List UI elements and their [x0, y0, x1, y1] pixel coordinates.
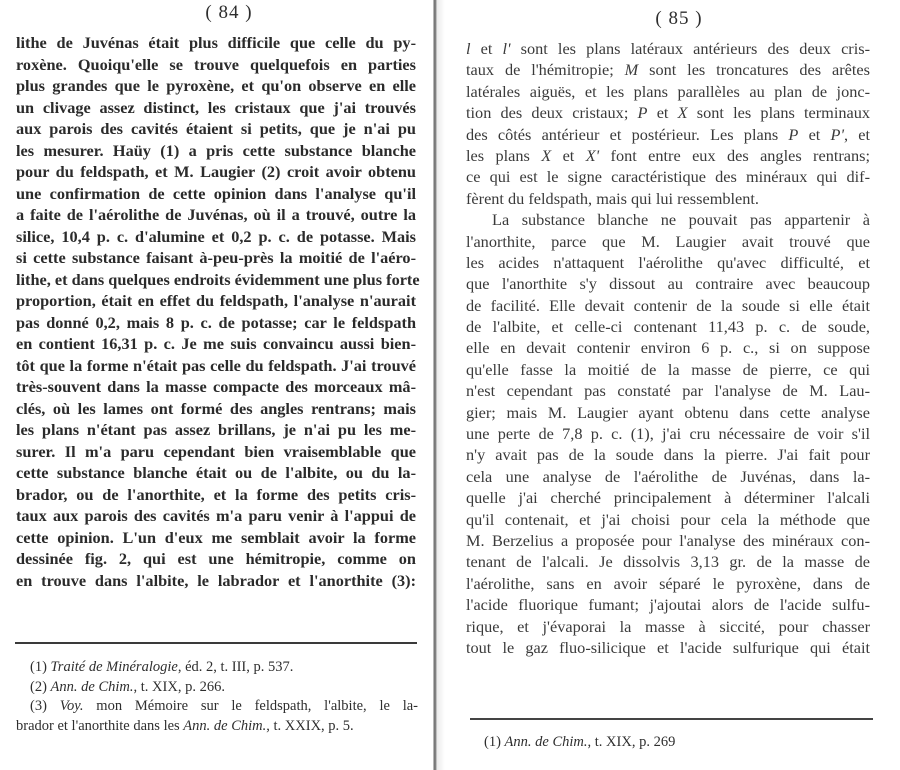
text-run: cela une analyse de l'aérolithe de Juvénas, dans la- [466, 466, 870, 486]
page-number: ( 84 ) [205, 2, 253, 23]
text-line [466, 402, 870, 423]
text-run: n'y avait pas de la soude dans la pierre. J'ai fait pour [466, 445, 870, 465]
footnote-text: , t. XXIX, p. 5. [266, 717, 354, 734]
symbol: P' [830, 124, 844, 144]
text-line [466, 637, 870, 658]
text-line [466, 59, 870, 80]
text-line [466, 616, 870, 637]
text-line [466, 124, 870, 145]
text-line: roxène. Quoiqu'elle se trouve quelquefois en parties [16, 54, 416, 74]
symbol: l' [502, 39, 511, 58]
footnote-title: Ann. de Chim. [504, 734, 588, 750]
footnote-text: , t. XIX, p. 269 [587, 734, 676, 750]
body-text [16, 32, 420, 591]
text-line: a faite de l'aérolithe de Juvénas, où il a trouvé, outre la [16, 205, 416, 224]
text-run: latérales aiguës, et les plans parallèles au plan de jonc- [466, 81, 870, 101]
text-run: fèrent du feldspath, mais qui lui ressemblent. [466, 188, 759, 208]
footnote-text: , t. XIX, p. 266. [133, 678, 225, 695]
text-run: sont les plans latéraux antérieurs des deux cris- [510, 39, 870, 58]
footnote-mark: (1) [30, 659, 47, 675]
footnotes [470, 733, 873, 753]
footnote [16, 678, 418, 698]
symbol: X [677, 103, 688, 123]
text-line: les mesurer. Haüy (1) a pris cette substance blanche [16, 140, 416, 160]
symbol: X' [585, 145, 600, 165]
text-line: cette substance blanche était ou de l'albite, ou du la- [16, 463, 416, 482]
text-run: qu'elle fasse la moitié de la masse de pierre, ce qui [466, 359, 870, 379]
text-line [466, 551, 870, 572]
symbol: P [637, 103, 648, 123]
text-line: lithe, et dans quelques endroits évidemment une plus forte [16, 269, 420, 289]
text-line [466, 209, 870, 230]
text-line [466, 145, 870, 166]
text-line: très-souvent dans la masse compacte des morceaux mâ- [16, 377, 416, 396]
footnote-text: , éd. 2, t. III, p. 537. [177, 659, 294, 675]
text-run: La substance blanche ne pouvait pas appartenir à [492, 210, 870, 230]
footnote-mark: (1) [484, 734, 501, 750]
footnote-rule [15, 642, 417, 644]
text-run: tout le gaz fluo-silicique et l'acide sulfurique qui était [466, 637, 870, 657]
text-run: et [798, 124, 831, 144]
text-run: de l'albite, et celle-ci contenant 11,43 p. c. de soude, [466, 317, 870, 337]
text-run: gier; mais M. Laugier ayant obtenu dans cette analyse [466, 402, 870, 422]
text-run: , et [843, 124, 871, 144]
footnote-title: Voy. [59, 698, 84, 714]
text-line: brador, ou de l'anorthite, et la forme des petits cris- [16, 484, 416, 504]
text-line [466, 316, 870, 337]
text-line [466, 509, 870, 530]
text-line [466, 466, 870, 487]
footnote-title: Ann. de Chim. [50, 678, 134, 695]
text-line [466, 380, 870, 401]
text-line [466, 594, 870, 615]
text-line [466, 231, 870, 252]
text-line: un clivage assez distinct, les cristaux que j'ai trouvés [16, 97, 416, 117]
footnote-mark: (3) [30, 698, 47, 714]
footnote-title: Traité de Minéralogie [50, 659, 178, 675]
text-run: et [647, 103, 678, 123]
text-run: elle en devait contenir environ 6 p. c., si on suppose [466, 338, 870, 358]
text-line: proportion, était en effet du feldspath, l'analyse n'aurait [16, 291, 416, 310]
text-line [466, 38, 870, 59]
text-run: les plans [466, 145, 542, 165]
text-line: lithe de Juvénas était plus difficile que celle du py- [16, 33, 416, 52]
text-line: taux aux parois des cavités m'a paru venir à l'appui de [16, 506, 416, 525]
text-line [466, 81, 870, 102]
text-line [466, 188, 870, 209]
text-line [466, 487, 870, 508]
text-line: clés, où les lames ont formé des angles rentrans; mais [16, 398, 416, 418]
text-run: M. Berzelius a proposée pour l'analyse des minéraux con- [466, 530, 870, 550]
footnotes [16, 658, 418, 736]
text-line: pour du feldspath, et M. Laugier (2) croit avoir obtenu [16, 162, 416, 181]
text-run: tenant de l'alcali. Je dissolvis 3,13 gr. de la masse de [466, 552, 870, 572]
text-line [466, 423, 870, 444]
symbol: X [541, 145, 552, 165]
text-run: une perte de 7,8 p. c. (1), j'ai cru nécessaire de voir s'il [466, 424, 870, 444]
footnote-rule [470, 718, 873, 720]
text-run: l'acide fluorique fumant; j'ajoutai alors de l'acide sulfu- [466, 595, 870, 615]
text-run: que l'anorthite s'y dissout au contraire avec beaucoup [466, 274, 870, 294]
text-run: les acides n'attaquent l'aérolithe qu'avec difficulté, et [466, 252, 870, 272]
text-run: sont les plans terminaux [687, 103, 871, 123]
text-run: et [551, 145, 586, 165]
symbol: M [624, 60, 639, 80]
text-run: quelle j'ai cherché principalement à déterminer l'alcali [466, 488, 870, 508]
text-line: en contient 16,31 p. c. Je me suis convaincu aussi bien- [16, 334, 416, 353]
page-number: ( 85 ) [655, 8, 703, 29]
text-run: n'est cependant pas constaté par l'analyse de M. Lau- [466, 381, 870, 401]
text-run: font entre eux des angles rentrans; [599, 145, 871, 165]
text-line: pas donné 0,2, mais 8 p. c. de potasse; car le feldspath [16, 312, 416, 332]
text-line: dessinée fig. 2, qui est une hémitropie, comme on [16, 549, 416, 568]
text-run: tion des deux cristaux; [466, 103, 638, 123]
text-line [466, 166, 870, 187]
text-line: en trouve dans l'albite, le labrador et l'anorthite (3): [16, 570, 416, 590]
text-line: surer. Il m'a paru cependant bien vraisemblable que [16, 441, 416, 461]
text-run: rique, et j'évaporai la masse à siccité, pour chasser [466, 616, 870, 636]
text-run: taux de l'hémitropie; [466, 60, 625, 80]
footnote [470, 733, 873, 753]
text-line: les plans n'étant pas assez brillans, je n'ai pu les me- [16, 420, 416, 439]
text-line [466, 573, 870, 594]
footnote-text: brador et l'anorthite dans les [16, 717, 184, 734]
footnote-title: Ann. de Chim. [183, 717, 267, 734]
symbol: l [466, 39, 471, 58]
text-line: cette opinion. L'un d'eux me semblait avoir la forme [16, 527, 416, 547]
text-line: silice, 10,4 p. c. d'alumine et 0,2 p. c. de potasse. Mais [16, 226, 416, 246]
symbol: P [788, 124, 799, 144]
right-page [438, 0, 900, 770]
text-run: de facilité. Elle devait contenir de la soude si elle était [466, 295, 870, 315]
text-run: sont les troncatures des arêtes [638, 60, 870, 80]
text-run: l'anorthite, parce que M. Laugier avait trouvé que [466, 231, 870, 251]
text-run: ce qui est le signe caractéristique des minéraux qui dif- [466, 167, 870, 187]
text-run: et [470, 39, 503, 58]
text-line: une confirmation de cette opinion dans l'analyse qu'il [16, 183, 416, 203]
text-line: tôt que la forme n'était pas celle du feldspath. J'ai trouvé [16, 355, 416, 375]
footnote [16, 658, 418, 678]
text-run: des côtés antérieur et postérieur. Les plans [466, 124, 789, 144]
text-line: plus grandes que le pyroxène, et qu'on observe en elle [16, 76, 416, 95]
text-run: l'aérolithe, sans en avoir séparé le pyroxène, dans de [466, 573, 870, 593]
footnote [16, 697, 418, 717]
body-text [466, 38, 870, 658]
left-page [0, 0, 434, 770]
text-line [466, 359, 870, 380]
text-line [466, 295, 870, 316]
text-line [466, 273, 870, 294]
text-line: si cette substance faisant à-peu-près la moitié de l'aéro- [16, 248, 416, 267]
text-line [466, 337, 870, 358]
text-line [466, 102, 870, 123]
text-line [466, 444, 870, 465]
text-line [466, 530, 870, 551]
text-run: qu'il contenait, et j'ai choisi pour cela la méthode que [466, 509, 870, 529]
text-line [466, 252, 870, 273]
text-line: aux parois des cavités étaient si petits, que je n'ai pu [16, 119, 416, 138]
footnote-mark: (2) [30, 678, 47, 695]
footnote-text: mon Mémoire sur le feldspath, l'albite, le la- [83, 698, 419, 714]
footnote [16, 717, 418, 737]
